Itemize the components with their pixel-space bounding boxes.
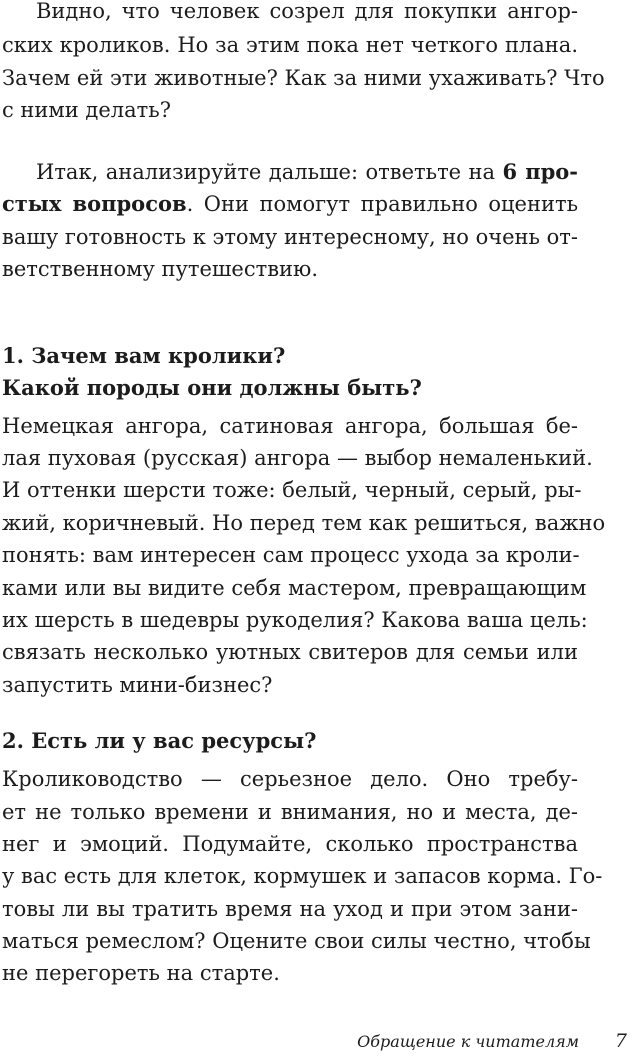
- section-1-line-3: И оттенки шерсти тоже: белый, черный, серый, ры-: [2, 478, 582, 502]
- section-1-line-8: связать несколько уютных свитеров для семьи или: [2, 640, 578, 664]
- section-2-line-7: не перегореть на старте.: [2, 961, 280, 985]
- intro-p1-line-2: ских кроликов. Но за этим пока нет четкого плана.: [2, 33, 578, 57]
- section-2-heading: 2. Есть ли у вас ресурсы?: [2, 728, 317, 753]
- section-1-line-1: Немецкая ангора, сатиновая ангора, большая бе-: [2, 414, 578, 438]
- running-footer-title: Обращение к читателям: [357, 1032, 579, 1051]
- section-1-line-9: запустить мини-бизнес?: [2, 673, 273, 697]
- section-2-line-1: Кролиководство — серьезное дело. Оно требу-: [2, 767, 578, 791]
- section-1-line-5: понять: вам интересен сам процесс ухода за кроли-: [2, 543, 580, 567]
- intro-p2-line-2-text: . Они помогут правильно оценить: [186, 192, 578, 216]
- section-2-line-4: у вас есть для клеток, кормушек и запасов корма. Го-: [2, 864, 603, 888]
- page-number: 7: [614, 1030, 627, 1052]
- intro-p2-line-2-bold: стых вопросов: [2, 191, 187, 216]
- intro-p1-line-1: Видно, что человек созрел для покупки ангор-: [36, 0, 578, 23]
- intro-p2-line-4: ветственному путешествию.: [2, 257, 319, 281]
- section-1-heading-line-1: 1. Зачем вам кролики?: [2, 343, 286, 368]
- section-2-line-3: нег и эмоций. Подумайте, сколько пространства: [2, 832, 578, 856]
- intro-p2-line-1: [36, 157, 578, 187]
- section-1-line-7: их шерсть в шедевры рукоделия? Какова ваша цель:: [2, 608, 588, 632]
- section-2-line-2: ет не только времени и внимания, но и места, де-: [2, 800, 578, 824]
- intro-p2-line-1-text: Итак, анализируйте дальше: ответьте на: [36, 160, 503, 184]
- section-1-line-6: ками или вы видите себя мастером, превращающим: [2, 576, 587, 600]
- section-2-line-6: маться ремеслом? Оцените свои силы честно, чтобы: [2, 929, 591, 953]
- section-2-line-5: товы ли вы тратить время на уход и при этом зани-: [2, 897, 578, 921]
- section-1-line-2: лая пуховая (русская) ангора — выбор немаленький.: [2, 446, 593, 470]
- section-1-line-4: жий, коричневый. Но перед тем как решиться, важно: [2, 511, 606, 535]
- section-1-heading-line-2: Какой породы они должны быть?: [2, 375, 422, 400]
- intro-p2-line-1-bold: 6 про-: [502, 159, 579, 184]
- intro-p2-line-2: [2, 189, 578, 219]
- intro-p1-line-4: с ними делать?: [2, 98, 171, 122]
- intro-p2-line-3: вашу готовность к этому интересному, но очень от-: [2, 225, 579, 249]
- intro-p1-line-3: Зачем ей эти животные? Как за ними ухаживать? Что: [2, 66, 605, 90]
